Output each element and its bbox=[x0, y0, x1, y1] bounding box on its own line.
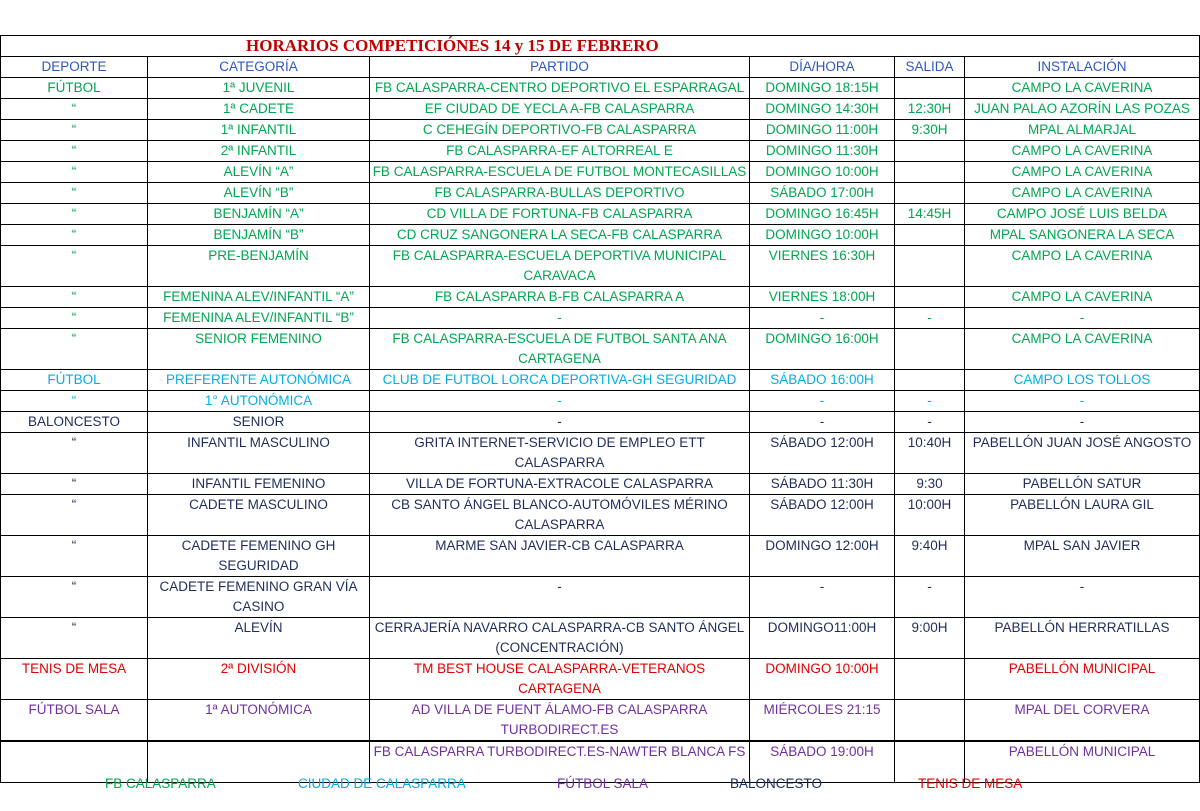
cell-categoria: 2ª INFANTIL bbox=[148, 141, 370, 162]
cell-salida: - bbox=[895, 391, 965, 412]
cell-deporte: “ bbox=[1, 618, 148, 659]
cell-dia: DOMINGO 16:45H bbox=[750, 204, 895, 225]
cell-dia: DOMINGO 18:15H bbox=[750, 78, 895, 99]
table-row bbox=[1, 78, 1200, 99]
cell-deporte: “ bbox=[1, 474, 148, 495]
cell-deporte: “ bbox=[1, 433, 148, 474]
cell-instalacion: PABELLÓN JUAN JOSÉ ANGOSTO bbox=[965, 433, 1200, 474]
cell-categoria: ALEVÍN “A” bbox=[148, 162, 370, 183]
cell-deporte: “ bbox=[1, 183, 148, 204]
cell-partido: CB SANTO ÁNGEL BLANCO-AUTOMÓVILES MÉRINO CALASPARRA bbox=[370, 495, 750, 536]
cell-deporte: “ bbox=[1, 225, 148, 246]
cell-salida: 9:30 bbox=[895, 474, 965, 495]
cell-partido: CERRAJERÍA NAVARRO CALASPARRA-CB SANTO ÁNGEL (CONCENTRACIÓN) bbox=[370, 618, 750, 659]
table-row bbox=[1, 370, 1200, 391]
cell-dia: - bbox=[750, 391, 895, 412]
table-row bbox=[1, 391, 1200, 412]
cell-salida bbox=[895, 329, 965, 370]
cell-salida: 10:40H bbox=[895, 433, 965, 474]
cell-categoria: 1° AUTONÓMICA bbox=[148, 391, 370, 412]
cell-deporte: “ bbox=[1, 308, 148, 329]
cell-dia: DOMINGO 14:30H bbox=[750, 99, 895, 120]
cell-categoria: PRE-BENJAMÍN bbox=[148, 246, 370, 287]
cell-instalacion: CAMPO LA CAVERINA bbox=[965, 183, 1200, 204]
cell-instalacion: PABELLÓN HERRRATILLAS bbox=[965, 618, 1200, 659]
cell-instalacion: PABELLÓN MUNICIPAL bbox=[965, 741, 1200, 783]
table-row bbox=[1, 536, 1200, 577]
cell-partido: GRITA INTERNET-SERVICIO DE EMPLEO ETT CALASPARRA bbox=[370, 433, 750, 474]
cell-deporte: “ bbox=[1, 246, 148, 287]
cell-dia: SÁBADO 17:00H bbox=[750, 183, 895, 204]
cell-instalacion: MPAL SANGONERA LA SECA bbox=[965, 225, 1200, 246]
cell-dia: DOMINGO 10:00H bbox=[750, 225, 895, 246]
cell-categoria: INFANTIL MASCULINO bbox=[148, 433, 370, 474]
legend-item: BALONCESTO bbox=[730, 776, 823, 791]
table-row bbox=[1, 433, 1200, 474]
cell-salida: - bbox=[895, 308, 965, 329]
cell-partido: - bbox=[370, 412, 750, 433]
cell-salida bbox=[895, 370, 965, 391]
cell-salida: - bbox=[895, 577, 965, 618]
cell-partido: CD CRUZ SANGONERA LA SECA-FB CALASPARRA bbox=[370, 225, 750, 246]
cell-dia: SÁBADO 16:00H bbox=[750, 370, 895, 391]
cell-categoria: PREFERENTE AUTONÓMICA bbox=[148, 370, 370, 391]
cell-dia: DOMINGO 10:00H bbox=[750, 162, 895, 183]
cell-categoria: SENIOR FEMENINO bbox=[148, 329, 370, 370]
cell-deporte: “ bbox=[1, 99, 148, 120]
cell-instalacion: CAMPO LA CAVERINA bbox=[965, 162, 1200, 183]
cell-deporte: “ bbox=[1, 391, 148, 412]
cell-partido: FB CALASPARRA-EF ALTORREAL E bbox=[370, 141, 750, 162]
table-row bbox=[1, 412, 1200, 433]
header-dia-hora: DÍA/HORA bbox=[750, 57, 895, 78]
cell-instalacion: PABELLÓN SATUR bbox=[965, 474, 1200, 495]
table-row bbox=[1, 618, 1200, 659]
header-partido: PARTIDO bbox=[370, 57, 750, 78]
cell-partido: CLUB DE FUTBOL LORCA DEPORTIVA-GH SEGURIDAD bbox=[370, 370, 750, 391]
cell-categoria: CADETE FEMENINO GH SEGURIDAD bbox=[148, 536, 370, 577]
table-row bbox=[1, 99, 1200, 120]
cell-salida: 9:30H bbox=[895, 120, 965, 141]
cell-salida bbox=[895, 183, 965, 204]
table-row bbox=[1, 700, 1200, 742]
cell-deporte: “ bbox=[1, 577, 148, 618]
cell-partido: VILLA DE FORTUNA-EXTRACOLE CALASPARRA bbox=[370, 474, 750, 495]
legend-item: FB CALASPARRA bbox=[105, 776, 216, 791]
table-row bbox=[1, 659, 1200, 700]
cell-dia: VIERNES 16:30H bbox=[750, 246, 895, 287]
cell-partido: FB CALASPARRA-ESCUELA DE FUTBOL SANTA ANA CARTAGENA bbox=[370, 329, 750, 370]
cell-salida: 14:45H bbox=[895, 204, 965, 225]
cell-categoria: ALEVÍN “B” bbox=[148, 183, 370, 204]
cell-instalacion: MPAL SAN JAVIER bbox=[965, 536, 1200, 577]
color-legend bbox=[0, 776, 1200, 798]
legend-item: TENIS DE MESA bbox=[918, 776, 1023, 791]
cell-dia: SÁBADO 11:30H bbox=[750, 474, 895, 495]
cell-instalacion: PABELLÓN LAURA GIL bbox=[965, 495, 1200, 536]
cell-salida bbox=[895, 78, 965, 99]
table-row bbox=[1, 183, 1200, 204]
cell-instalacion: CAMPO LA CAVERINA bbox=[965, 78, 1200, 99]
cell-salida: 9:40H bbox=[895, 536, 965, 577]
cell-categoria: FEMENINA ALEV/INFANTIL “B” bbox=[148, 308, 370, 329]
cell-dia: - bbox=[750, 577, 895, 618]
cell-instalacion: PABELLÓN MUNICIPAL bbox=[965, 659, 1200, 700]
cell-partido: FB CALASPARRA-ESCUELA DEPORTIVA MUNICIPAL CARAVACA bbox=[370, 246, 750, 287]
cell-categoria: 1ª INFANTIL bbox=[148, 120, 370, 141]
cell-salida: 10:00H bbox=[895, 495, 965, 536]
cell-salida bbox=[895, 700, 965, 742]
cell-salida: 12:30H bbox=[895, 99, 965, 120]
cell-categoria: INFANTIL FEMENINO bbox=[148, 474, 370, 495]
cell-partido: - bbox=[370, 391, 750, 412]
cell-instalacion: JUAN PALAO AZORÍN LAS POZAS bbox=[965, 99, 1200, 120]
table-row bbox=[1, 162, 1200, 183]
cell-salida bbox=[895, 246, 965, 287]
cell-instalacion: CAMPO LA CAVERINA bbox=[965, 287, 1200, 308]
table-row bbox=[1, 577, 1200, 618]
cell-partido: AD VILLA DE FUENT ÁLAMO-FB CALASPARRA TURBODIRECT.ES bbox=[370, 700, 750, 742]
cell-salida bbox=[895, 225, 965, 246]
page-title: HORARIOS COMPETICIÓNES 14 y 15 DE FEBRERO bbox=[1, 36, 1200, 57]
cell-salida: 9:00H bbox=[895, 618, 965, 659]
cell-deporte: BALONCESTO bbox=[1, 412, 148, 433]
cell-deporte: “ bbox=[1, 536, 148, 577]
cell-partido: FB CALASPARRA B-FB CALASPARRA A bbox=[370, 287, 750, 308]
cell-categoria: CADETE MASCULINO bbox=[148, 495, 370, 536]
cell-deporte: “ bbox=[1, 141, 148, 162]
cell-categoria: 1ª CADETE bbox=[148, 99, 370, 120]
cell-categoria: CADETE FEMENINO GRAN VÍA CASINO bbox=[148, 577, 370, 618]
schedule-sheet bbox=[0, 35, 1200, 783]
cell-partido: TM BEST HOUSE CALASPARRA-VETERANOS CARTAGENA bbox=[370, 659, 750, 700]
header-deporte: DEPORTE bbox=[1, 57, 148, 78]
cell-deporte: TENIS DE MESA bbox=[1, 659, 148, 700]
cell-instalacion: MPAL DEL CORVERA bbox=[965, 700, 1200, 742]
cell-salida bbox=[895, 287, 965, 308]
cell-deporte: FÚTBOL bbox=[1, 78, 148, 99]
cell-salida bbox=[895, 659, 965, 700]
table-row bbox=[1, 474, 1200, 495]
cell-categoria: 1ª AUTONÓMICA bbox=[148, 700, 370, 742]
cell-categoria: BENJAMÍN “B” bbox=[148, 225, 370, 246]
cell-instalacion: CAMPO LA CAVERINA bbox=[965, 246, 1200, 287]
cell-instalacion: - bbox=[965, 391, 1200, 412]
table-row bbox=[1, 141, 1200, 162]
cell-dia: SÁBADO 19:00H bbox=[750, 741, 895, 783]
table-row bbox=[1, 329, 1200, 370]
table-row bbox=[1, 120, 1200, 141]
cell-deporte: “ bbox=[1, 120, 148, 141]
table-row bbox=[1, 287, 1200, 308]
cell-salida: - bbox=[895, 412, 965, 433]
cell-dia: - bbox=[750, 412, 895, 433]
cell-deporte: “ bbox=[1, 495, 148, 536]
cell-salida bbox=[895, 162, 965, 183]
cell-dia: VIERNES 18:00H bbox=[750, 287, 895, 308]
cell-dia: DOMINGO 16:00H bbox=[750, 329, 895, 370]
header-categoria: CATEGORÍA bbox=[148, 57, 370, 78]
cell-salida bbox=[895, 141, 965, 162]
cell-instalacion: CAMPO LA CAVERINA bbox=[965, 141, 1200, 162]
cell-deporte: FÚTBOL bbox=[1, 370, 148, 391]
cell-dia: SÁBADO 12:00H bbox=[750, 495, 895, 536]
cell-partido: C CEHEGÍN DEPORTIVO-FB CALASPARRA bbox=[370, 120, 750, 141]
cell-partido: FB CALASPARRA TURBODIRECT.ES-NAWTER BLANCA FS bbox=[370, 741, 750, 783]
cell-instalacion: CAMPO LOS TOLLOS bbox=[965, 370, 1200, 391]
cell-deporte: “ bbox=[1, 287, 148, 308]
legend-item: CIUDAD DE CALASPARRA bbox=[298, 776, 466, 791]
cell-partido: CD VILLA DE FORTUNA-FB CALASPARRA bbox=[370, 204, 750, 225]
cell-dia: - bbox=[750, 308, 895, 329]
cell-dia: DOMINGO 11:00H bbox=[750, 120, 895, 141]
cell-partido: EF CIUDAD DE YECLA A-FB CALASPARRA bbox=[370, 99, 750, 120]
cell-deporte: “ bbox=[1, 204, 148, 225]
table-row bbox=[1, 308, 1200, 329]
cell-instalacion: CAMPO JOSÉ LUIS BELDA bbox=[965, 204, 1200, 225]
cell-deporte: “ bbox=[1, 162, 148, 183]
table-row bbox=[1, 495, 1200, 536]
cell-categoria: ALEVÍN bbox=[148, 618, 370, 659]
cell-categoria: FEMENINA ALEV/INFANTIL “A” bbox=[148, 287, 370, 308]
cell-deporte: “ bbox=[1, 329, 148, 370]
cell-partido: FB CALASPARRA-BULLAS DEPORTIVO bbox=[370, 183, 750, 204]
table-row bbox=[1, 204, 1200, 225]
cell-partido: - bbox=[370, 308, 750, 329]
cell-dia: DOMINGO11:00H bbox=[750, 618, 895, 659]
cell-dia: SÁBADO 12:00H bbox=[750, 433, 895, 474]
cell-dia: DOMINGO 10:00H bbox=[750, 659, 895, 700]
cell-instalacion: CAMPO LA CAVERINA bbox=[965, 329, 1200, 370]
cell-partido: FB CALASPARRA-ESCUELA DE FUTBOL MONTECASILLAS bbox=[370, 162, 750, 183]
cell-deporte: FÚTBOL SALA bbox=[1, 700, 148, 742]
cell-dia: DOMINGO 12:00H bbox=[750, 536, 895, 577]
cell-instalacion: - bbox=[965, 308, 1200, 329]
header-instalacion: INSTALACIÓN bbox=[965, 57, 1200, 78]
cell-instalacion: MPAL ALMARJAL bbox=[965, 120, 1200, 141]
cell-partido: FB CALASPARRA-CENTRO DEPORTIVO EL ESPARRAGAL bbox=[370, 78, 750, 99]
table-row bbox=[1, 225, 1200, 246]
cell-categoria: 1ª JUVENIL bbox=[148, 78, 370, 99]
cell-dia: MIÉRCOLES 21:15 bbox=[750, 700, 895, 742]
cell-categoria: BENJAMÍN “A” bbox=[148, 204, 370, 225]
cell-categoria: 2ª DIVISIÓN bbox=[148, 659, 370, 700]
legend-item: FÚTBOL SALA bbox=[557, 776, 649, 791]
cell-partido: MARME SAN JAVIER-CB CALASPARRA bbox=[370, 536, 750, 577]
cell-partido: - bbox=[370, 577, 750, 618]
schedule-table bbox=[0, 35, 1200, 783]
cell-instalacion: - bbox=[965, 412, 1200, 433]
table-row bbox=[1, 246, 1200, 287]
header-row bbox=[1, 57, 1200, 78]
cell-categoria: SENIOR bbox=[148, 412, 370, 433]
cell-instalacion: - bbox=[965, 577, 1200, 618]
cell-dia: DOMINGO 11:30H bbox=[750, 141, 895, 162]
header-salida: SALIDA bbox=[895, 57, 965, 78]
title-row bbox=[1, 36, 1200, 57]
